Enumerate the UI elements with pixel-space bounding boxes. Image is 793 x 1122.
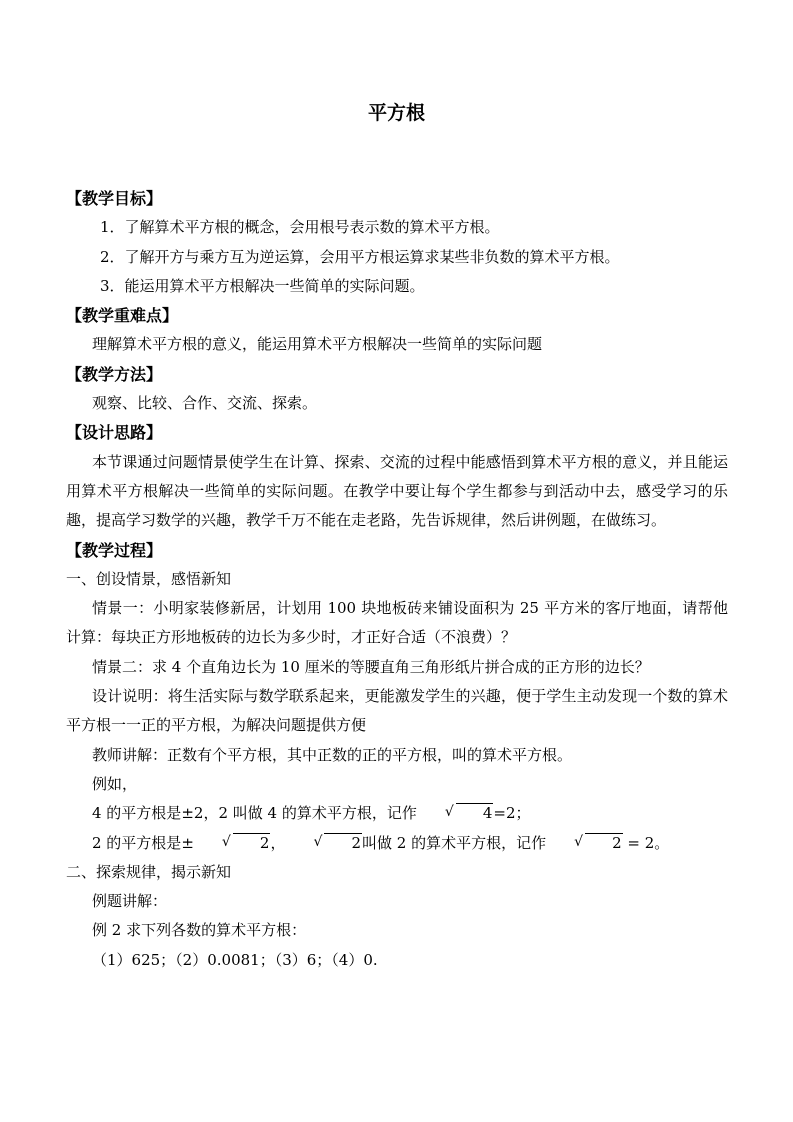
goal-item-1: 1．了解算术平方根的概念，会用根号表示数的算术平方根。: [100, 218, 500, 237]
example-2-prompt: 例 2 求下列各数的算术平方根：: [92, 921, 307, 940]
ex2-text-a: 2 的平方根是: [92, 833, 182, 852]
ex2-plus-minus: ±: [181, 833, 194, 852]
part2-title: 二、探索规律，揭示新知: [66, 862, 232, 881]
ex2-equals: = 2: [622, 833, 655, 852]
ex2-radicand-2: 2: [324, 833, 362, 852]
example-2-items: （1）625；（2）0.0081；（3）6；（4）0.: [92, 950, 378, 969]
ex1-radicand: 4: [456, 803, 494, 822]
ex2-text-b: ，: [270, 833, 286, 852]
ex2-radicand-1: 2: [233, 833, 271, 852]
sqrt-symbol: √ 2: [313, 833, 361, 852]
section-heading-goals: 【教学目标】: [66, 189, 163, 208]
ex1-text-b: ，2 叫做 4 的算术平方根，记作: [203, 804, 417, 823]
scene2-text: 情景二：求 4 个直角边长为 10 厘米的等腰直角三角形纸片拼合成的正方形的边长？: [92, 657, 650, 676]
goal-item-3: 3．能运用算术平方根解决一些简单的实际问题。: [100, 276, 425, 295]
sqrt-symbol: √ 4: [444, 804, 493, 823]
part1-title: 一、创设情景，感悟新知: [66, 569, 232, 588]
section-heading-key-points: 【教学重难点】: [66, 306, 179, 326]
sqrt-symbol: √ 2: [221, 833, 270, 852]
design-note-text: 设计说明：将生活实际与数学联系起来，更能激发学生的兴趣，便于学生主动发现一个数的算术平方根一一正的平方根，为解决问题提供方便: [66, 687, 728, 735]
ex1-end: ；: [515, 804, 531, 823]
key-points-text: 理解算术平方根的意义，能运用算术平方根解决一些简单的实际问题: [92, 335, 543, 354]
ex2-text-c: 叫做 2 的算术平方根，记作: [362, 833, 547, 852]
ex1-plus-minus: ±2: [181, 804, 204, 823]
teacher-explanation: 教师讲解：正数有个平方根，其中正数的正的平方根，叫的算术平方根。: [92, 745, 573, 764]
section-heading-process: 【教学过程】: [66, 540, 163, 560]
example-intro: 例如，: [92, 774, 138, 793]
section-heading-methods: 【教学方法】: [66, 364, 163, 384]
example-lecture: 例题讲解：: [92, 892, 168, 911]
goal-item-2: 2．了解开方与乘方互为逆运算，会用平方根运算求某些非负数的算术平方根。: [100, 247, 620, 266]
ex2-radicand-3: 2: [585, 833, 623, 852]
ex1-equals: =2: [493, 804, 516, 823]
sqrt-symbol: √ 2: [574, 833, 622, 852]
ex2-end: 。: [654, 833, 670, 852]
example-line-2: [66, 829, 728, 858]
ex1-text-a: 4 的平方根是: [92, 804, 182, 823]
document-body: [66, 184, 728, 975]
example-line-1: [66, 799, 728, 828]
scene1-text: 情景一：小明家装修新居，计划用 100 块地板砖来铺设面积为 25 平方米的客厅地面，请帮他计算：每块正方形地板砖的边长为多少时，才正好合适（不浪费）？: [66, 599, 728, 647]
page-title: 平方根: [367, 102, 425, 124]
section-heading-design: 【设计思路】: [66, 423, 163, 443]
methods-text: 观察、比较、合作、交流、探索。: [92, 394, 318, 413]
design-text: 本节课通过问题情景使学生在计算、探索、交流的过程中能感悟到算术平方根的意义，并且能运用算术平方根解决一些简单的实际问题。在教学中要让每个学生都参与到活动中去，感受学习的乐趣，提高学习数学的兴趣，教学千万不能在走老路，先告诉规律，然后讲例题，在做练习。: [66, 452, 728, 530]
